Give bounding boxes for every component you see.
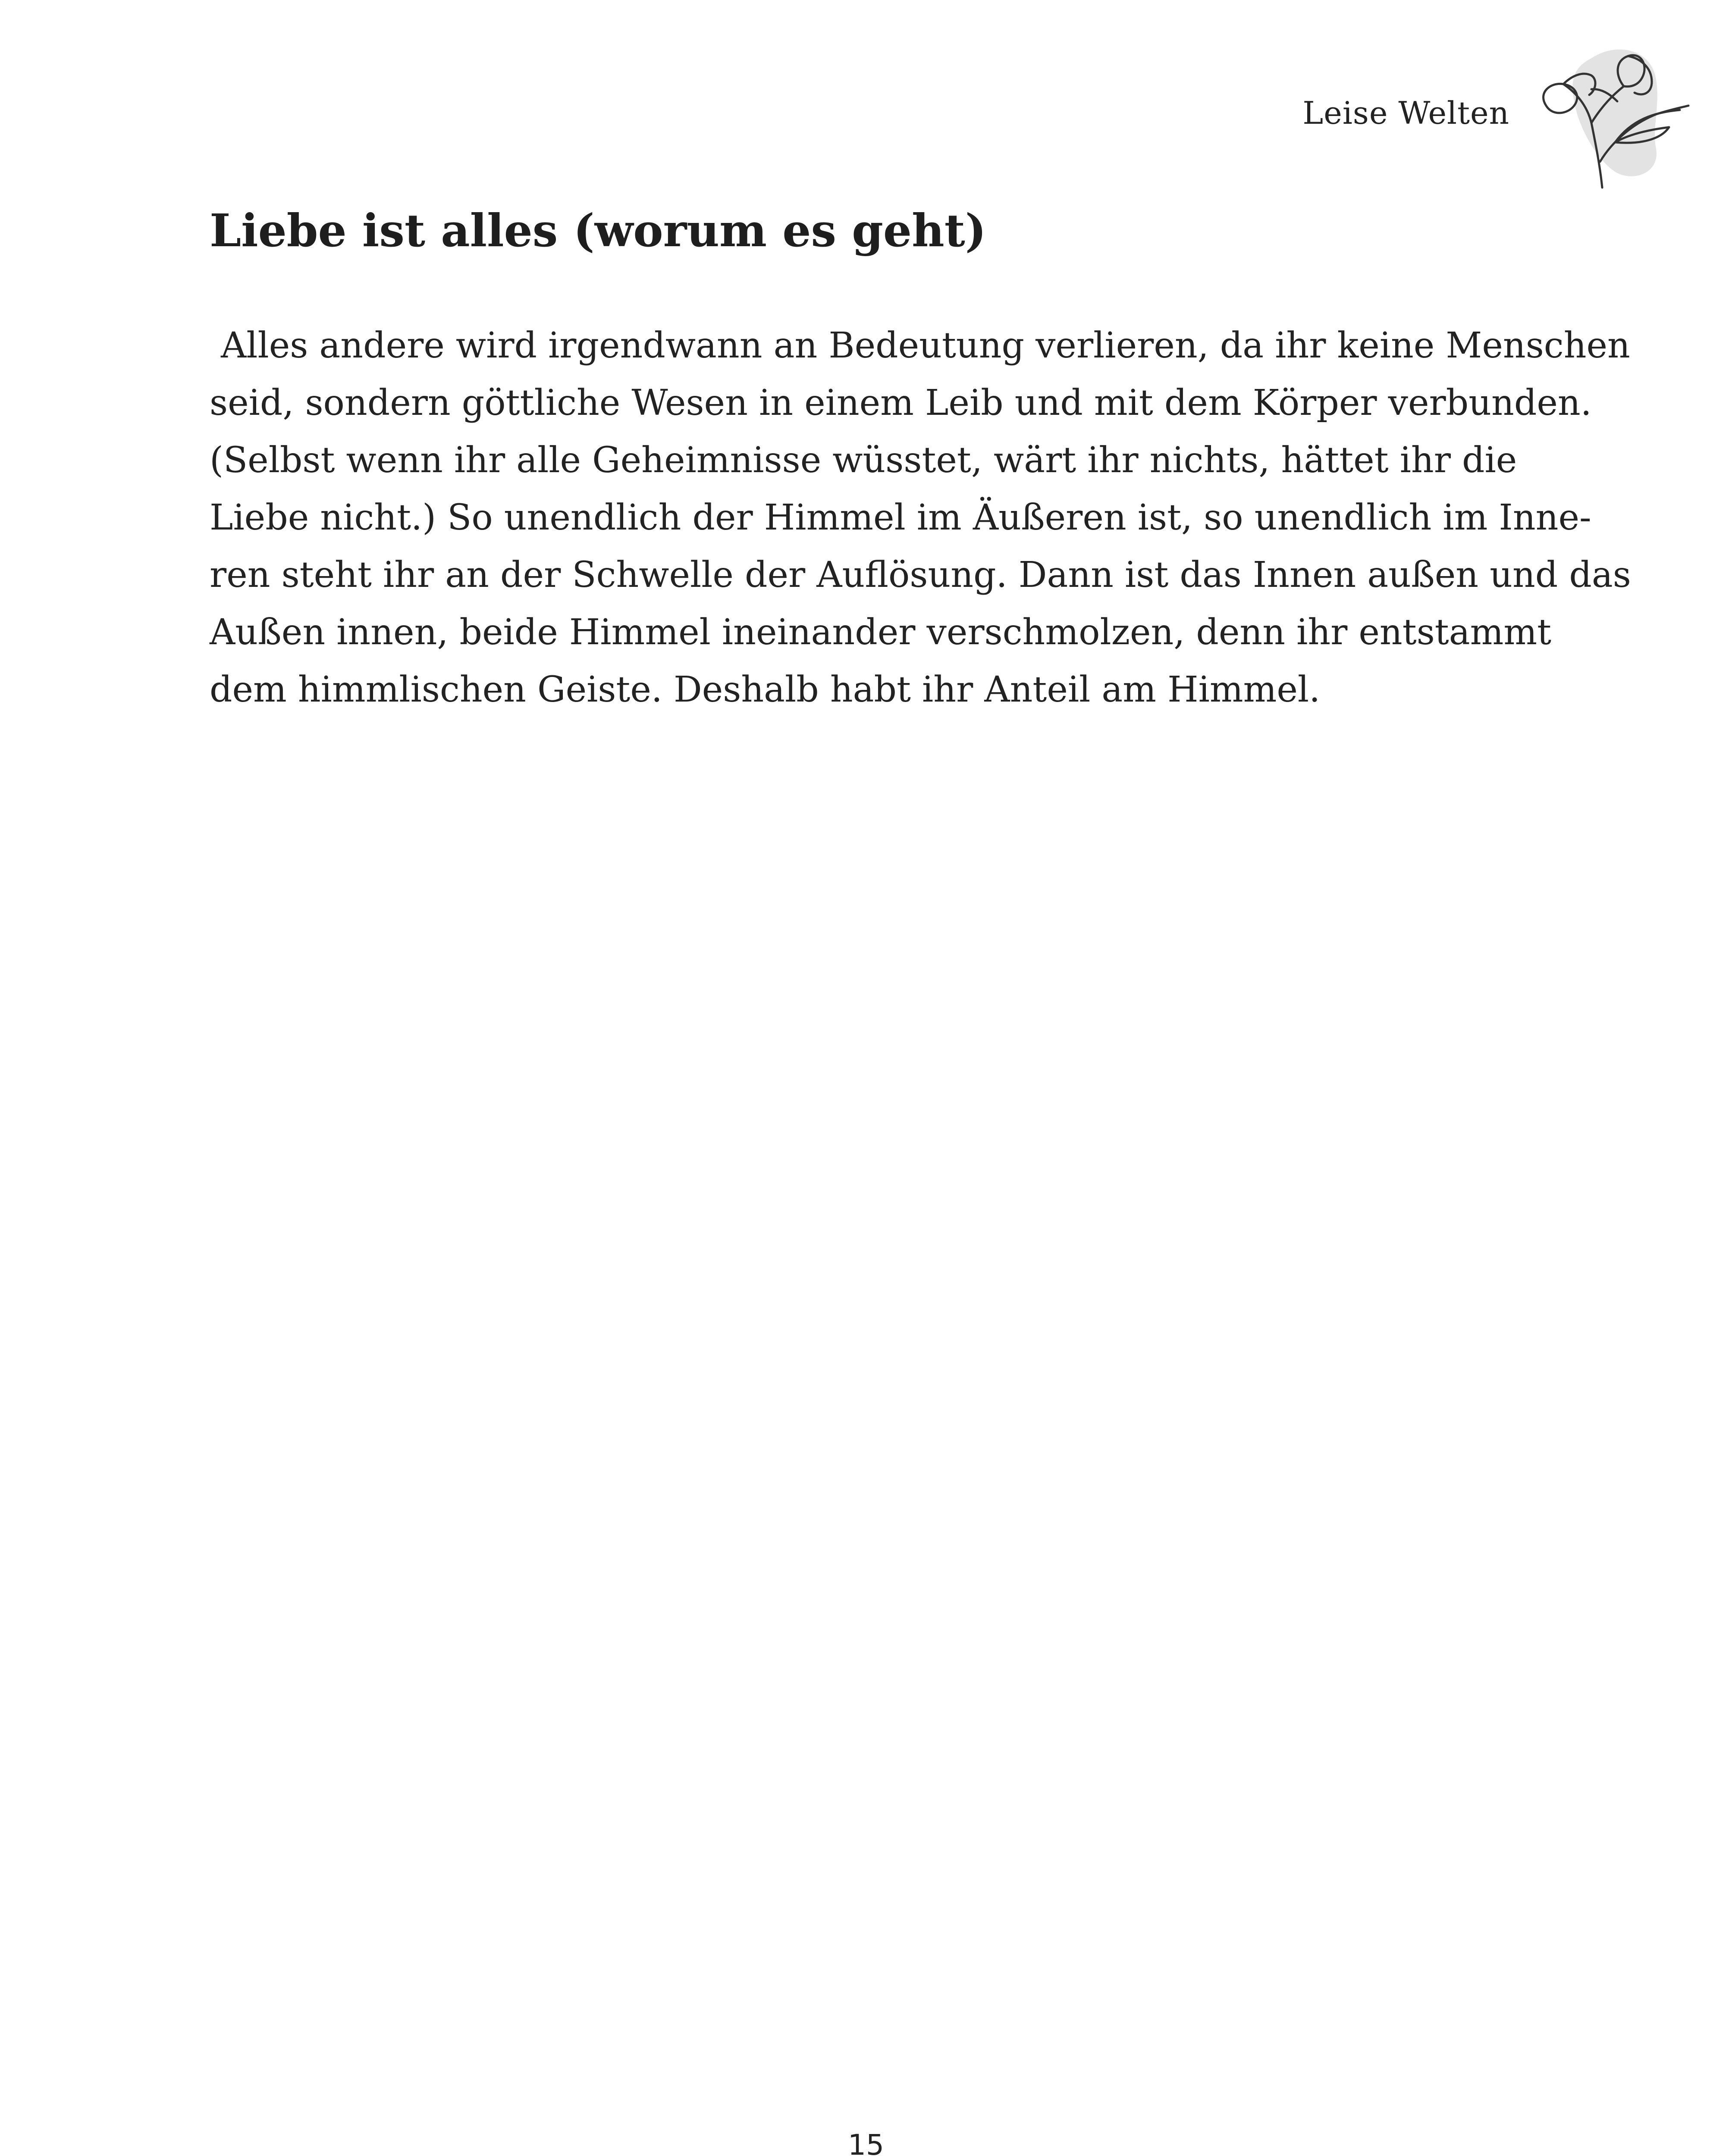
paragraph-line: Außen innen, beide Himmel ineinander verschmolzen, denn ihr entstammt	[210, 612, 1552, 653]
page-number: 15	[848, 2128, 884, 2156]
flower-line-art-icon	[1527, 41, 1691, 196]
paragraph-line: Liebe nicht.) So unendlich der Himmel im Äußeren ist, so unendlich im Inne-	[210, 497, 1591, 538]
paragraph-line: dem himmlischen Geiste. Deshalb habt ihr Anteil am Himmel.	[210, 669, 1321, 710]
paragraph-line: Alles andere wird irgendwann an Bedeutung verlieren, da ihr keine Menschen	[210, 325, 1630, 366]
running-header-title: Leise Welten	[1302, 95, 1509, 131]
chapter-title: Liebe ist alles (worum es geht)	[210, 204, 986, 257]
paragraph-line: (Selbst wenn ihr alle Geheimnisse wüsstet, wärt ihr nichts, hättet ihr die	[210, 440, 1517, 481]
body-paragraph	[210, 317, 1631, 718]
paragraph-line: seid, sondern göttliche Wesen in einem Leib und mit dem Körper verbunden.	[210, 382, 1592, 423]
paragraph-line: ren steht ihr an der Schwelle der Auflösung. Dann ist das Innen außen und das	[210, 555, 1631, 595]
